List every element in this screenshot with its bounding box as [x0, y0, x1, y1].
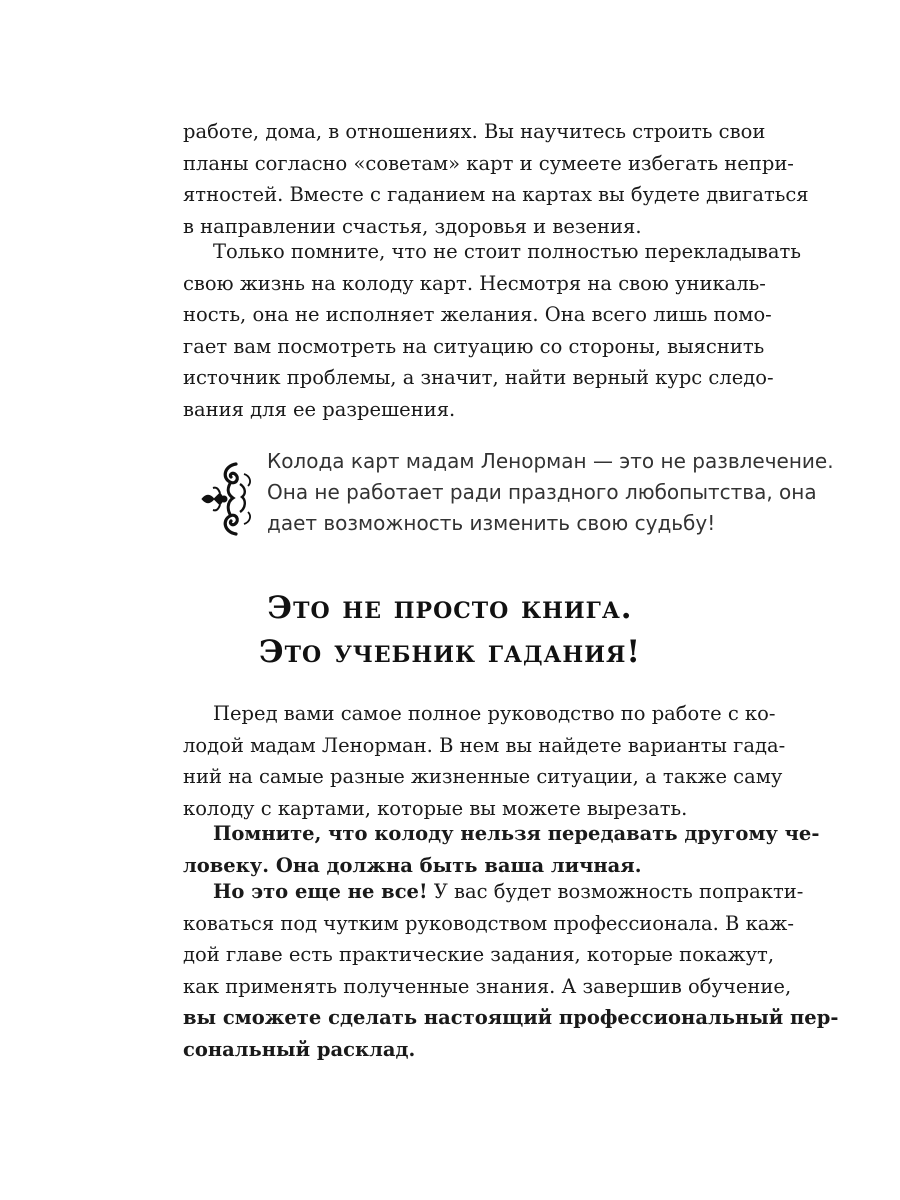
paragraph-1-line-4: в направлении счастья, здоровья и везения.	[183, 214, 642, 238]
paragraph-3-line-4: колоду с картами, которые вы можете вырезать.	[183, 796, 688, 820]
paragraph-5-line-4: как применять полученные знания. А завершив обучение,	[183, 974, 792, 998]
paragraph-5-line-5: вы сможете сделать настоящий профессиональный пер-	[183, 1006, 839, 1029]
paragraph-5-line-2: коваться под чутким руководством профессионала. В каж-	[183, 911, 794, 935]
paragraph-5-line-1-rest: У вас будет возможность попракти-	[427, 880, 804, 903]
paragraph-2-line-5: источник проблемы, а значит, найти верный курс следо-	[183, 366, 774, 389]
paragraph-3-line-1: Перед вами самое полное руководство по работе с ко-	[213, 702, 776, 725]
section-heading	[0, 586, 900, 674]
paragraph-2	[183, 236, 801, 425]
callout-line-2: Она не работает ради праздного любопытства, она	[267, 480, 817, 504]
section-heading-line-1: Это не просто книга.	[267, 590, 633, 626]
paragraph-1	[183, 116, 809, 242]
paragraph-5-line-6: сональный расклад.	[183, 1037, 416, 1061]
section-heading-line-2: Это учебник гадания!	[258, 634, 642, 670]
paragraph-4-line-1: Помните, что колоду нельзя передавать другому че-	[213, 822, 820, 845]
paragraph-4-line-2: ловеку. Она должна быть ваша личная.	[183, 853, 642, 877]
paragraph-5	[183, 876, 839, 1065]
callout-line-1: Колода карт мадам Ленорман — это не развлечение.	[267, 449, 834, 473]
paragraph-2-line-3: ность, она не исполняет желания. Она всего лишь помо-	[183, 303, 772, 326]
paragraph-3	[183, 698, 786, 824]
paragraph-1-line-3: ятностей. Вместе с гаданием на картах вы будете двигаться	[183, 183, 809, 206]
paragraph-4	[183, 818, 820, 881]
paragraph-2-line-4: гает вам посмотреть на ситуацию со стороны, выяснить	[183, 334, 765, 358]
paragraph-1-line-2: планы согласно «советам» карт и сумеете избегать непри-	[183, 151, 794, 175]
fleur-ornament-icon	[200, 460, 258, 538]
paragraph-1-line-1: работе, дома, в отношениях. Вы научитесь строить свои	[183, 120, 766, 143]
paragraph-3-line-2: лодой мадам Ленорман. В нем вы найдете варианты гада-	[183, 733, 786, 757]
paragraph-5-line-1	[183, 876, 804, 908]
callout-line-3: дает возможность изменить свою судьбу!	[267, 511, 716, 535]
paragraph-3-line-3: ний на самые разные жизненные ситуации, а также саму	[183, 765, 783, 788]
callout-block	[200, 446, 834, 556]
paragraph-5-line-3: дой главе есть практические задания, которые покажут,	[183, 943, 775, 966]
paragraph-5-bold-lead: Но это еще не все!	[213, 880, 428, 903]
paragraph-2-line-1: Только помните, что не стоит полностью перекладывать	[213, 240, 801, 263]
callout-text	[267, 446, 834, 539]
paragraph-2-line-6: вания для ее разрешения.	[183, 397, 456, 421]
paragraph-2-line-2: свою жизнь на колоду карт. Несмотря на свою уникаль-	[183, 271, 766, 295]
